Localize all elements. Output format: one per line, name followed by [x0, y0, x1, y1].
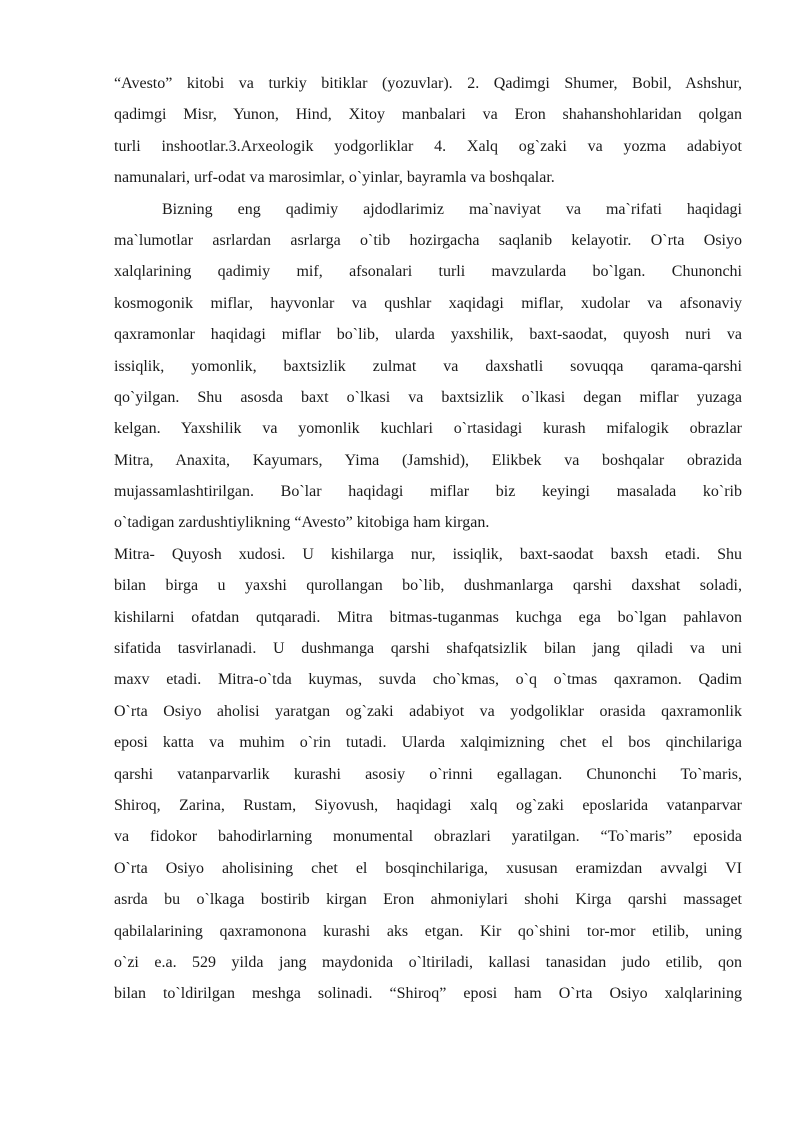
text-line: Shiroq, Zarina, Rustam, Siyovush, haqidagi xalq og`zaki eposlarida vatanparvar — [114, 796, 742, 814]
text-line: qo`yilgan. Shu asosda baxt o`lkasi va baxtsizlik o`lkasi degan miflar yuzaga — [114, 388, 742, 406]
text-line: Bizning eng qadimiy ajdodlarimiz ma`naviyat va ma`rifati haqidagi — [162, 200, 742, 218]
text-line: O`rta Osiyo aholisi yaratgan og`zaki adabiyot va yodgoliklar orasida qaxramonlik — [114, 702, 742, 720]
text-line: asrda bu o`lkaga bostirib kirgan Eron ahmoniylari shohi Kirga qarshi massaget — [114, 891, 742, 909]
text-line: kishilarni ofatdan qutqaradi. Mitra bitmas-tuganmas kuchga ega bo`lgan pahlavon — [114, 608, 742, 626]
text-line: bilan to`ldirilgan meshga solinadi. “Shiroq” eposi ham O`rta Osiyo xalqlarining — [114, 985, 742, 1003]
text-line: ma`lumotlar asrlardan asrlarga o`tib hozirgacha saqlanib kelayotir. O`rta Osiyo — [114, 231, 742, 249]
text-line: qaxramonlar haqidagi miflar bo`lib, ularda yaxshilik, baxt-saodat, quyosh nuri va — [114, 326, 742, 344]
document-body-text — [114, 68, 742, 1010]
text-line: mujassamlashtirilgan. Bo`lar haqidagi miflar biz keyingi masalada ko`rib — [114, 483, 742, 501]
text-line: bilan birga u yaxshi qurollangan bo`lib, dushmanlarga qarshi daxshat soladi, — [114, 577, 742, 595]
text-line: o`tadigan zardushtiylikning “Avesto” kitobiga ham kirgan. — [114, 514, 490, 532]
text-line: o`zi e.a. 529 yilda jang maydonida o`ltiriladi, kallasi tanasidan judo etilib, qon — [114, 953, 742, 971]
text-line: kelgan. Yaxshilik va yomonlik kuchlari o`rtasidagi kurash mifalogik obrazlar — [114, 420, 742, 438]
text-line: namunalari, urf-odat va marosimlar, o`yinlar, bayramla va boshqalar. — [114, 169, 555, 187]
text-line: xalqlarining qadimiy mif, afsonalari turli mavzularda bo`lgan. Chunonchi — [114, 263, 742, 281]
text-line: eposi katta va muhim o`rin tutadi. Ularda xalqimizning chet el bos qinchilariga — [114, 734, 742, 752]
text-line: maxv etadi. Mitra-o`tda kuymas, suvda cho`kmas, o`q o`tmas qaxramon. Qadim — [114, 671, 742, 689]
text-line: sifatida tasvirlanadi. U dushmanga qarshi shafqatsizlik bilan jang qiladi va uni — [114, 640, 742, 658]
text-line: turli inshootlar.3.Arxeologik yodgorliklar 4. Xalq og`zaki va yozma adabiyot — [114, 137, 742, 155]
text-line: Mitra, Anaxita, Kayumars, Yima (Jamshid), Elikbek va boshqalar obrazida — [114, 451, 742, 469]
text-line: Mitra- Quyosh xudosi. U kishilarga nur, issiqlik, baxt-saodat baxsh etadi. Shu — [114, 545, 742, 563]
text-line: O`rta Osiyo aholisining chet el bosqinchilariga, xususan eramizdan avvalgi VI — [114, 859, 742, 877]
text-line: “Avesto” kitobi va turkiy bitiklar (yozuvlar). 2. Qadimgi Shumer, Bobil, Ashshur, — [114, 75, 742, 92]
text-line: qadimgi Misr, Yunon, Hind, Xitoy manbalari va Eron shahanshohlaridan qolgan — [114, 106, 742, 124]
text-line: qarshi vatanparvarlik kurashi asosiy o`rinni egallagan. Chunonchi To`maris, — [114, 765, 742, 783]
text-line: va fidokor bahodirlarning monumental obrazlari yaratilgan. “To`maris” eposida — [114, 828, 742, 846]
text-line: issiqlik, yomonlik, baxtsizlik zulmat va daxshatli sovuqqa qarama-qarshi — [114, 357, 742, 375]
text-line: kosmogonik miflar, hayvonlar va qushlar xaqidagi miflar, xudolar va afsonaviy — [114, 294, 742, 312]
text-line: qabilalarining qaxramonona kurashi aks etgan. Kir qo`shini tor-mor etilib, uning — [114, 922, 742, 940]
